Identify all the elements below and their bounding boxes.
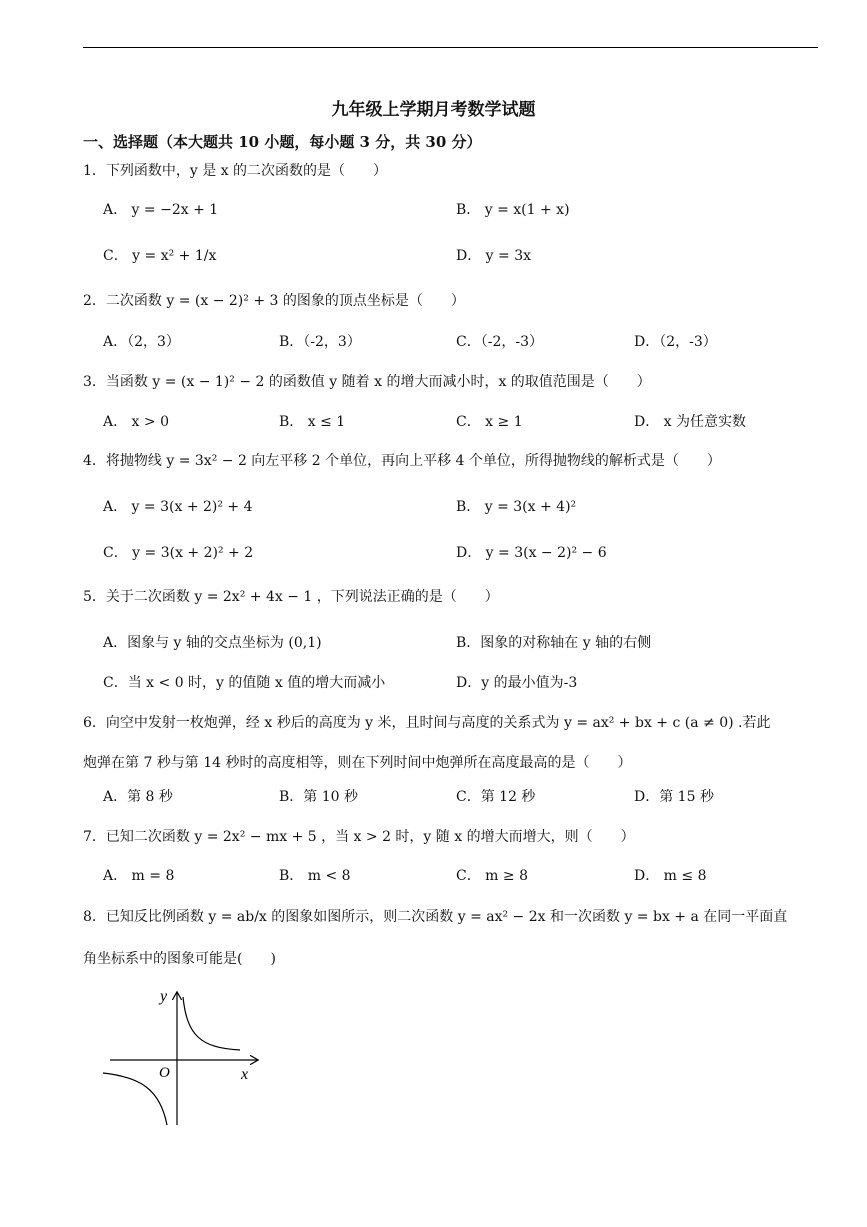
header-rule <box>83 47 818 48</box>
question-6-stem: 6．向空中发射一枚炮弹，经 x 秒后的高度为 y 米，且时间与高度的关系式为 y = ax² + bx + c (a ≠ 0) .若此 <box>83 715 771 731</box>
question-5-stem: 5．关于二次函数 y = 2x² + 4x − 1 ，下列说法正确的是（ ） <box>83 589 499 605</box>
q5-option-d[interactable]: D．y 的最小值为-3 <box>456 675 578 691</box>
q5-option-b[interactable]: B．图象的对称轴在 y 轴的右侧 <box>456 635 652 651</box>
q3-option-d[interactable]: D． x 为任意实数 <box>634 414 747 430</box>
q1-option-b[interactable]: B． y = x(1 + x) <box>456 202 570 218</box>
section-heading: 一、选择题（本大题共 10 小题，每小题 3 分，共 30 分） <box>83 133 482 151</box>
q5-option-c[interactable]: C．当 x < 0 时，y 的值随 x 值的增大而减小 <box>103 675 386 691</box>
question-8-stem-cont: 角坐标系中的图象可能是( ) <box>83 951 276 967</box>
q4-option-a[interactable]: A． y = 3(x + 2)² + 4 <box>103 499 253 515</box>
q1-option-a[interactable]: A． y = −2x + 1 <box>103 202 219 218</box>
q5-option-a[interactable]: A．图象与 y 轴的交点坐标为 (0,1) <box>103 635 322 651</box>
q3-option-b[interactable]: B． x ≤ 1 <box>279 414 346 430</box>
question-6-stem-cont: 炮弹在第 7 秒与第 14 秒时的高度相等，则在下列时间中炮弹所在高度最高的是（ ） <box>83 755 632 771</box>
question-4-stem: 4．将抛物线 y = 3x² − 2 向左平移 2 个单位，再向上平移 4 个单位，所得抛物线的解析式是（ ） <box>83 453 721 469</box>
question-1-stem: 1．下列函数中，y 是 x 的二次函数的是（ ） <box>83 163 388 179</box>
q6-option-c[interactable]: C．第 12 秒 <box>456 789 536 805</box>
q4-option-b[interactable]: B． y = 3(x + 4)² <box>456 499 577 515</box>
q6-option-d[interactable]: D．第 15 秒 <box>634 789 714 805</box>
hyperbola-branch-right <box>183 997 240 1050</box>
q7-option-b[interactable]: B． m < 8 <box>279 868 351 884</box>
x-axis-label: x <box>241 1066 249 1083</box>
q4-option-d[interactable]: D． y = 3(x − 2)² − 6 <box>456 545 607 561</box>
q6-option-b[interactable]: B．第 10 秒 <box>279 789 359 805</box>
q7-option-d[interactable]: D． m ≤ 8 <box>634 868 707 884</box>
question-7-stem: 7．已知二次函数 y = 2x² − mx + 5 ，当 x > 2 时，y 随 x 的增大而增大，则（ ） <box>83 829 635 845</box>
q7-option-c[interactable]: C． m ≥ 8 <box>456 868 528 884</box>
question-3-stem: 3．当函数 y = (x − 1)² − 2 的函数值 y 随着 x 的增大而减小时，x 的取值范围是（ ） <box>83 374 651 390</box>
question-2-stem: 2．二次函数 y = (x − 2)² + 3 的图象的顶点坐标是（ ） <box>83 293 465 309</box>
q2-option-c[interactable]: C．（-2，-3） <box>456 334 543 350</box>
origin-label: O <box>159 1065 170 1081</box>
hyperbola-branch-left <box>103 1073 167 1125</box>
q2-option-b[interactable]: B．（-2，3） <box>279 334 361 350</box>
page-title: 九年级上学期月考数学试题 <box>331 100 536 120</box>
q6-option-a[interactable]: A．第 8 秒 <box>103 789 173 805</box>
q2-option-d[interactable]: D．（2，-3） <box>634 334 717 350</box>
y-axis-label: y <box>160 988 168 1005</box>
q2-option-a[interactable]: A．（2，3） <box>103 334 180 350</box>
q3-option-a[interactable]: A． x > 0 <box>103 414 169 430</box>
q7-option-a[interactable]: A． m = 8 <box>103 868 175 884</box>
q1-option-d[interactable]: D． y = 3x <box>456 248 532 264</box>
hyperbola-figure <box>95 985 265 1130</box>
question-8-stem: 8．已知反比例函数 y = ab/x 的图象如图所示，则二次函数 y = ax² − 2x 和一次函数 y = bx + a 在同一平面直 <box>83 909 788 925</box>
q4-option-c[interactable]: C． y = 3(x + 2)² + 2 <box>103 545 254 561</box>
q3-option-c[interactable]: C． x ≥ 1 <box>456 414 523 430</box>
q1-option-c[interactable]: C． y = x² + 1/x <box>103 248 217 264</box>
